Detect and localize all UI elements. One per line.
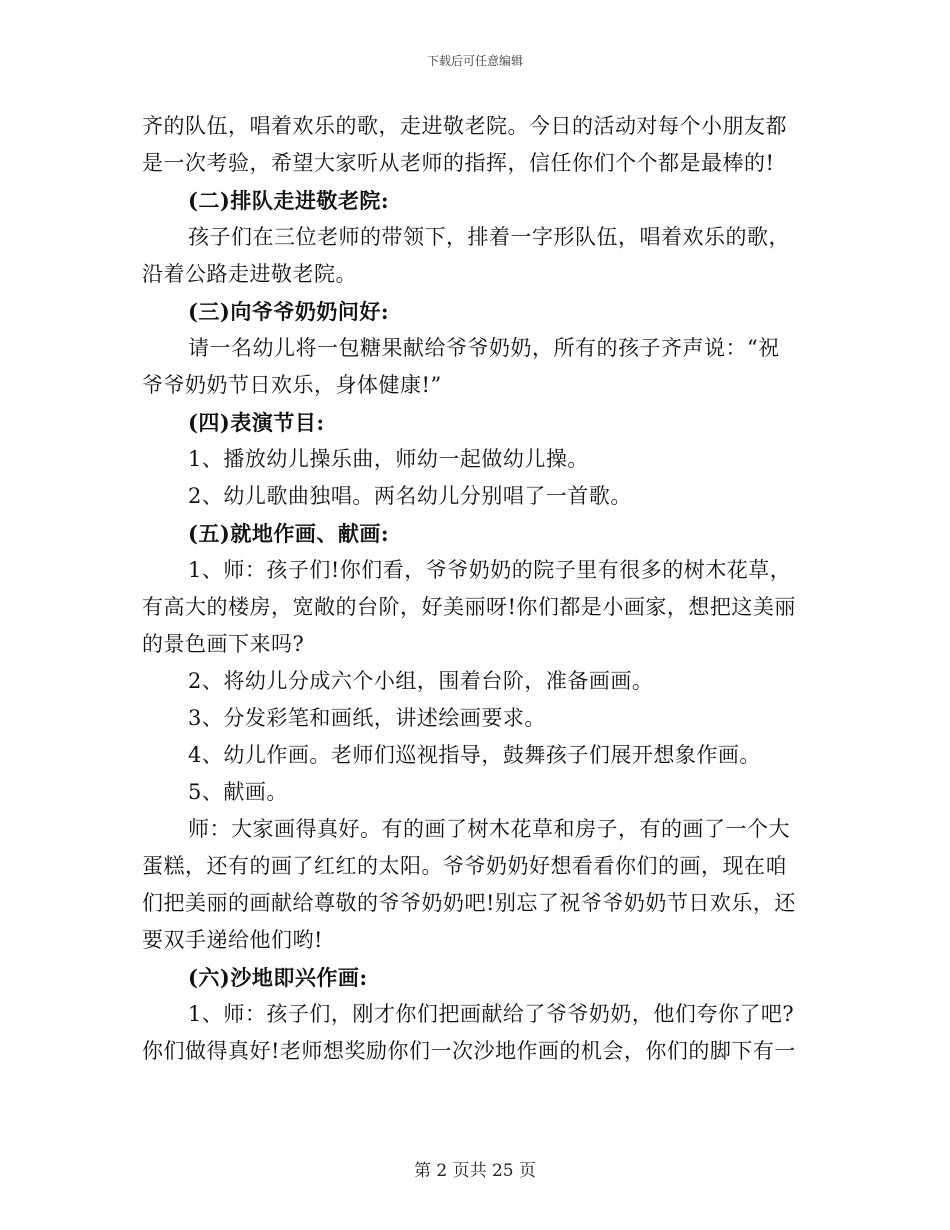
paragraph-line: 师：大家画得真好。有的画了树木花草和房子，有的画了一个大	[188, 817, 790, 841]
paragraph-line: 是一次考验，希望大家听从老师的指挥，信任你们个个都是最棒的!	[142, 151, 775, 175]
paragraph-line: 齐的队伍，唱着欢乐的歌，走进敬老院。今日的活动对每个小朋友都	[142, 114, 787, 138]
paragraph-line: 1、播放幼儿操乐曲，师幼一起做幼儿操。	[188, 447, 589, 471]
paragraph-line: 2、幼儿歌曲独唱。两名幼儿分别唱了一首歌。	[188, 484, 632, 508]
section-heading: (四)表演节目:	[188, 410, 325, 435]
page-header: 下载后可任意编辑	[426, 54, 523, 68]
page-footer: 第 2 页共 25 页	[413, 1161, 537, 1181]
paragraph-line: 1、师：孩子们，刚才你们把画献给了爷爷奶奶，他们夸你了吧?	[188, 1002, 795, 1026]
section-heading: (五)就地作画、献画:	[188, 521, 390, 546]
document-body	[142, 108, 806, 1070]
paragraph-line: 孩子们在三位老师的带领下，排着一字形队伍，唱着欢乐的歌，	[188, 225, 790, 249]
paragraph-line: 的景色画下来吗?	[142, 632, 305, 656]
paragraph-line: 们把美丽的画献给尊敬的爷爷奶奶吧!别忘了祝爷爷奶奶节日欢乐，还	[142, 891, 796, 915]
paragraph-line: 爷爷奶奶节日欢乐，身体健康!”	[142, 373, 442, 397]
paragraph-line: 1、师：孩子们!你们看，爷爷奶奶的院子里有很多的树木花草，	[188, 558, 792, 582]
paragraph-line: 请一名幼儿将一包糖果献给爷爷奶奶，所有的孩子齐声说：“祝	[188, 336, 780, 360]
paragraph-line: 4、幼儿作画。老师们巡视指导，鼓舞孩子们展开想象作画。	[188, 743, 761, 767]
paragraph-line: 2、将幼儿分成六个小组，围着台阶，准备画画。	[188, 669, 654, 693]
paragraph-line: 你们做得真好!老师想奖励你们一次沙地作画的机会，你们的脚下有一	[142, 1039, 796, 1063]
section-heading: (二)排队走进敬老院:	[188, 188, 390, 213]
paragraph-line: 有高大的楼房，宽敞的台阶，好美丽呀!你们都是小画家，想把这美丽	[142, 595, 796, 619]
paragraph-line: 3、分发彩笔和画纸，讲述绘画要求。	[188, 706, 546, 730]
paragraph-line: 蛋糕，还有的画了红红的太阳。爷爷奶奶好想看看你们的画，现在咱	[142, 854, 787, 878]
section-heading: (三)向爷爷奶奶问好:	[188, 299, 390, 324]
section-heading: (六)沙地即兴作画:	[188, 965, 368, 990]
paragraph-line: 沿着公路走进敬老院。	[142, 262, 357, 286]
paragraph-line: 要双手递给他们哟!	[142, 928, 323, 952]
paragraph-line: 5、献画。	[188, 780, 288, 804]
